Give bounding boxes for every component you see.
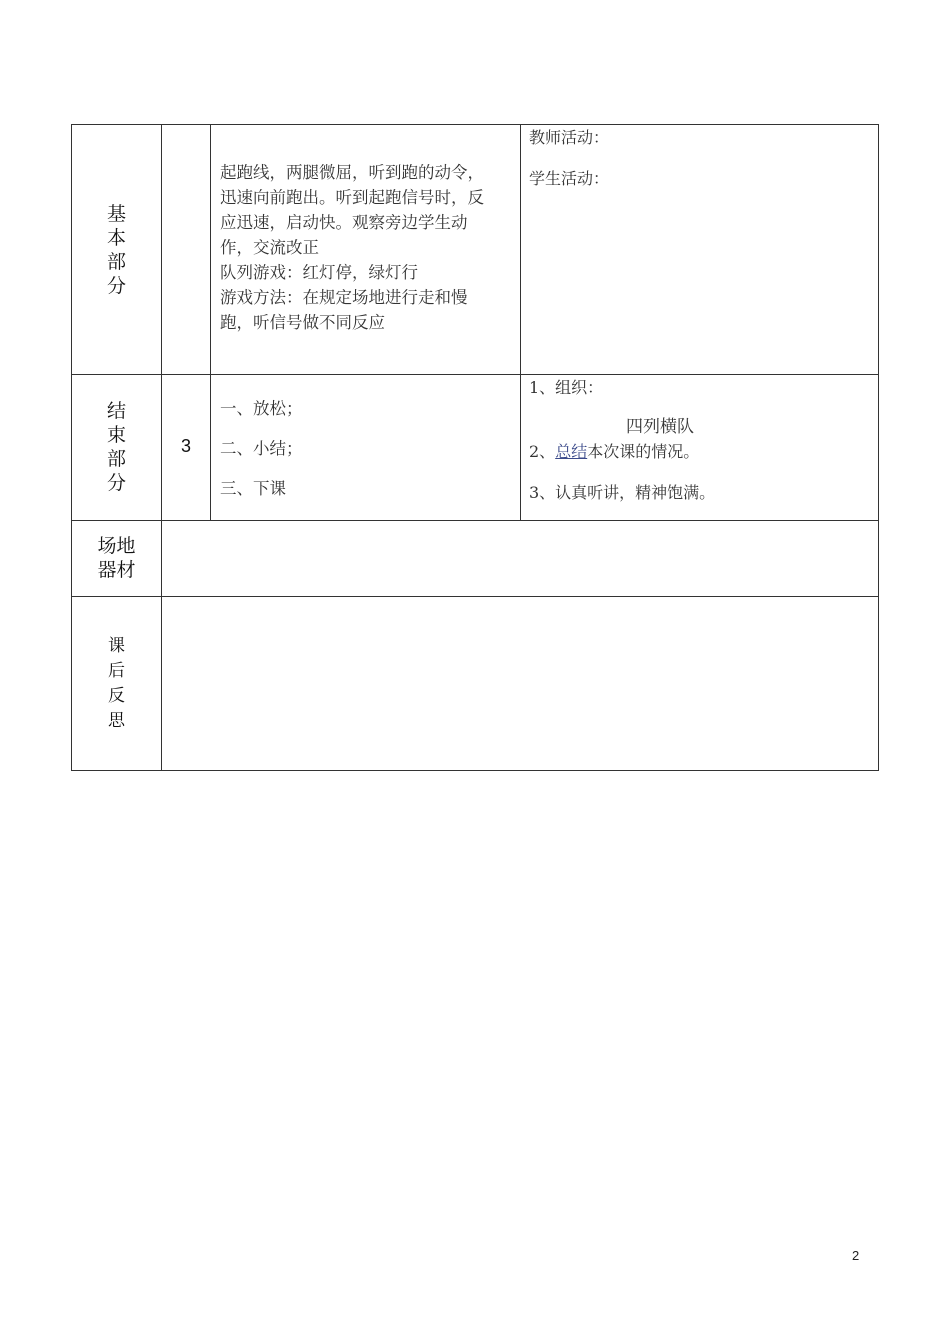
basic-section-label [72,202,161,298]
page-number: 2 [852,1248,860,1263]
label-char: 器材 [97,559,136,581]
reflection-section-label [72,634,161,734]
org-2-text: 本次课的情况。 [587,442,700,461]
label-char: 基 [106,203,126,225]
ending-content-2: 二、小结； [220,439,303,458]
ending-formation: 四列横队 [626,417,694,437]
venue-section-label [72,534,161,582]
label-char: 场地 [97,535,136,557]
label-char: 分 [106,275,126,297]
table-border-bottom [71,770,879,771]
label-char: 结 [106,400,126,422]
content-line: 作，交流改正 [220,238,319,257]
label-char: 反 [108,686,125,706]
org-2-number: 2、 [529,442,556,461]
row-divider-3 [71,596,879,597]
ending-time: 3 [180,436,191,456]
content-line: 应迅速，启动快。观察旁边学生动 [220,213,468,232]
ending-section-label [72,399,161,495]
content-line: 队列游戏：红灯停，绿灯行 [220,263,418,282]
student-activity: 学生活动： [529,169,610,188]
ending-org-2 [529,441,699,463]
content-line: 跑，听信号做不同反应 [220,313,385,332]
ending-content-1: 一、放松； [220,399,303,418]
table-border-right [878,124,879,771]
col-divider-2 [210,124,211,521]
ending-org-1: 1、组织： [529,378,604,397]
row-divider-2 [71,520,879,521]
content-line: 起跑线，两腿微屈，听到跑的动令， [220,163,484,182]
table-border-top [71,124,879,125]
ending-org-3: 3、认真听讲，精神饱满。 [529,483,716,502]
label-char: 思 [108,711,125,731]
ending-content-3: 三、下课 [220,479,286,498]
label-char: 束 [106,424,126,446]
label-char: 部 [106,448,126,470]
summary-link[interactable]: 总结 [555,442,588,461]
row-divider-1 [71,374,879,375]
content-line: 迅速向前跑出。听到起跑信号时，反 [220,188,484,207]
label-char: 课 [108,636,125,656]
label-char: 部 [106,251,126,273]
label-char: 后 [108,661,125,681]
content-line: 游戏方法：在规定场地进行走和慢 [220,288,468,307]
col-divider-3 [520,124,521,521]
label-char: 本 [106,227,126,249]
label-char: 分 [106,472,126,494]
basic-content [220,160,516,335]
teacher-activity: 教师活动： [529,128,610,147]
